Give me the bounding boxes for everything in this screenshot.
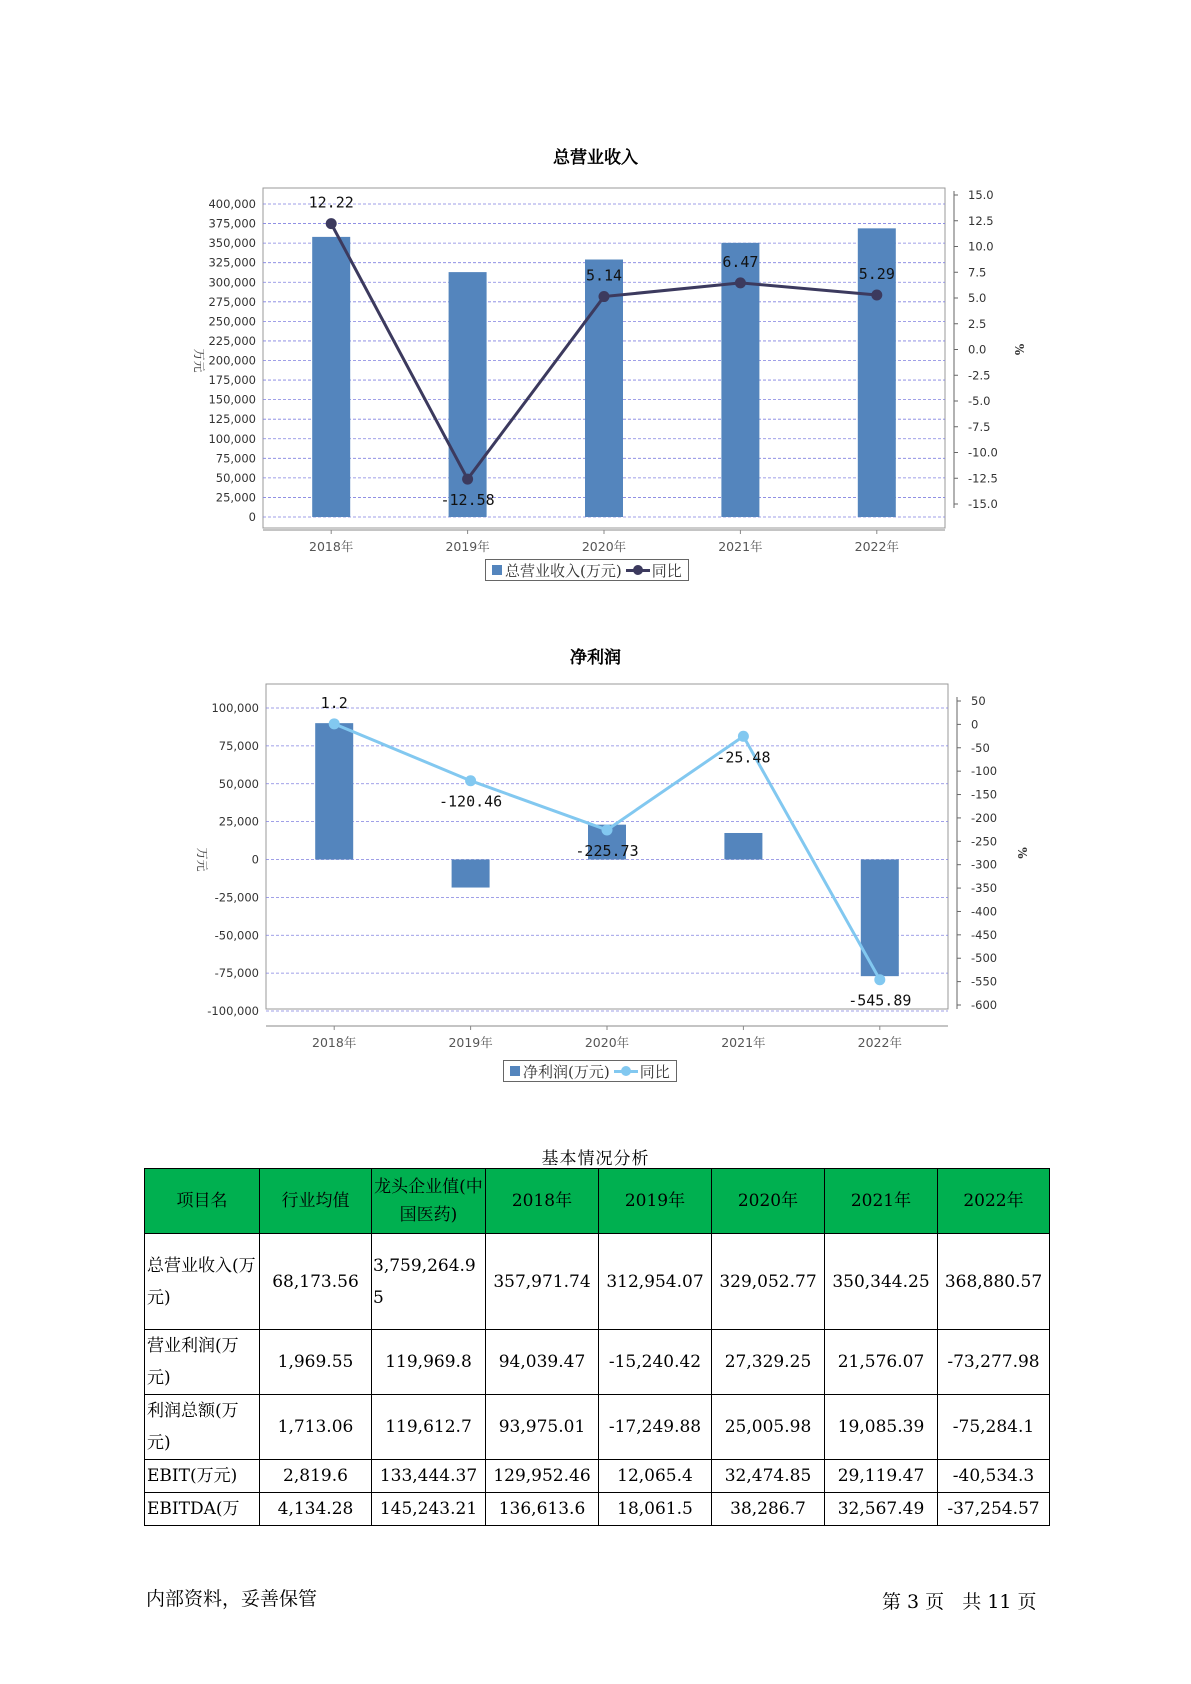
table-header-cell: 2021年 bbox=[825, 1169, 938, 1234]
y-right-tick-label: 2.5 bbox=[968, 316, 987, 331]
y-tick-label: 225,000 bbox=[208, 333, 256, 348]
table-cell: 357,971.74 bbox=[486, 1234, 599, 1330]
y-right-tick-label: 7.5 bbox=[968, 265, 987, 280]
bar bbox=[452, 860, 490, 888]
data-label: -225.73 bbox=[575, 841, 639, 860]
data-label: 5.14 bbox=[585, 266, 623, 285]
yoy-point bbox=[326, 218, 337, 229]
y-right-tick-label: -550 bbox=[971, 974, 998, 989]
table-cell: 133,444.37 bbox=[372, 1460, 486, 1493]
legend-line-label: 同比 bbox=[639, 1062, 670, 1081]
y-right-axis-label: % bbox=[1012, 343, 1026, 356]
y-tick-label: -25,000 bbox=[214, 890, 259, 905]
table-cell: 21,576.07 bbox=[825, 1330, 938, 1395]
table-caption: 基本情况分析 bbox=[541, 1149, 650, 1169]
y-tick-label: 275,000 bbox=[208, 294, 256, 309]
table-header-cell: 2020年 bbox=[712, 1169, 825, 1234]
table-cell: 312,954.07 bbox=[599, 1234, 712, 1330]
table-cell: 32,567.49 bbox=[825, 1493, 938, 1526]
table-cell: 93,975.01 bbox=[486, 1395, 599, 1460]
y-right-tick-label: -200 bbox=[971, 810, 998, 825]
legend-line-label: 同比 bbox=[651, 561, 682, 580]
yoy-point bbox=[465, 775, 476, 786]
bar-swatch-icon bbox=[492, 565, 502, 575]
y-right-tick-label: -100 bbox=[971, 764, 998, 779]
table-cell: 18,061.5 bbox=[599, 1493, 712, 1526]
y-right-tick-label: -250 bbox=[971, 834, 998, 849]
x-tick-label: 2018年 bbox=[309, 539, 354, 554]
y-right-tick-label: -50 bbox=[971, 740, 990, 755]
yoy-point bbox=[329, 718, 340, 729]
chart1-legend bbox=[485, 559, 689, 581]
x-tick-label: 2022年 bbox=[857, 1035, 902, 1050]
table-header-cell: 2022年 bbox=[938, 1169, 1050, 1234]
footer-confidential: 内部资料，妥善保管 bbox=[146, 1588, 318, 1610]
y-tick-label: -100,000 bbox=[207, 1004, 259, 1018]
x-tick-label: 2022年 bbox=[854, 539, 899, 554]
y-right-tick-label: 12.5 bbox=[968, 213, 994, 228]
yoy-point bbox=[599, 291, 610, 302]
y-tick-label: 175,000 bbox=[208, 373, 256, 388]
x-tick-label: 2020年 bbox=[584, 1035, 630, 1050]
table-cell: 136,613.6 bbox=[486, 1493, 599, 1526]
table-cell: 129,952.46 bbox=[486, 1460, 599, 1493]
y-right-tick-label: -300 bbox=[971, 857, 998, 872]
yoy-point bbox=[462, 474, 473, 485]
y-tick-label: 300,000 bbox=[208, 275, 256, 290]
x-tick-label: 2021年 bbox=[721, 1035, 766, 1050]
table-header-cell: 2019年 bbox=[599, 1169, 712, 1234]
table-row bbox=[145, 1330, 1050, 1395]
bar bbox=[315, 723, 353, 859]
table-header-cell: 2018年 bbox=[486, 1169, 599, 1234]
y-right-tick-label: -400 bbox=[971, 904, 998, 919]
table-row bbox=[145, 1234, 1050, 1330]
y-tick-label: 325,000 bbox=[208, 255, 256, 270]
row-name-cell: EBIT(万元) bbox=[145, 1460, 260, 1493]
yoy-point bbox=[602, 824, 613, 835]
y-right-tick-label: 0.0 bbox=[968, 342, 987, 357]
table-cell: 32,474.85 bbox=[712, 1460, 825, 1493]
y-right-tick-label: 15.0 bbox=[968, 188, 994, 202]
table-cell: -40,534.3 bbox=[938, 1460, 1050, 1493]
legend-bar-label: 净利润(万元) bbox=[523, 1062, 610, 1081]
table-cell: 25,005.98 bbox=[712, 1395, 825, 1460]
y-tick-label: -50,000 bbox=[214, 928, 259, 943]
y-right-tick-label: -500 bbox=[971, 951, 998, 966]
y-tick-label: 350,000 bbox=[208, 236, 256, 251]
y-right-tick-label: -350 bbox=[971, 881, 998, 896]
data-label: -120.46 bbox=[438, 792, 503, 811]
table-row bbox=[145, 1493, 1050, 1526]
table-header-cell: 行业均值 bbox=[260, 1169, 372, 1234]
table-cell: -17,249.88 bbox=[599, 1395, 712, 1460]
table-cell: -37,254.57 bbox=[938, 1493, 1050, 1526]
data-label: -545.89 bbox=[848, 991, 912, 1010]
yoy-point bbox=[871, 290, 882, 301]
table-cell: 27,329.25 bbox=[712, 1330, 825, 1395]
y-tick-label: 100,000 bbox=[208, 431, 256, 446]
bar bbox=[724, 833, 762, 860]
y-tick-label: 50,000 bbox=[218, 776, 259, 791]
chart2-legend bbox=[503, 1060, 677, 1082]
y-tick-label: 400,000 bbox=[208, 197, 256, 211]
table-header-cell: 龙头企业值(中国医药) bbox=[372, 1169, 486, 1234]
table-header-row bbox=[145, 1169, 1050, 1234]
row-name-cell: EBITDA(万 bbox=[145, 1493, 260, 1526]
y-right-tick-label: 10.0 bbox=[968, 239, 994, 254]
x-tick-label: 2019年 bbox=[448, 1035, 493, 1050]
row-name-cell: 利润总额(万元) bbox=[145, 1395, 260, 1460]
y-right-tick-label: 0 bbox=[971, 717, 979, 732]
y-right-tick-label: -150 bbox=[971, 787, 998, 802]
table-cell: 1,713.06 bbox=[260, 1395, 372, 1460]
y-tick-label: 50,000 bbox=[215, 470, 256, 485]
line-swatch-icon bbox=[614, 1065, 638, 1077]
table-cell: 3,759,264.95 bbox=[372, 1234, 486, 1330]
table-cell: 368,880.57 bbox=[938, 1234, 1050, 1330]
y-tick-label: 25,000 bbox=[218, 814, 259, 829]
footer-page-number: 第 3 页 共 11 页 bbox=[882, 1591, 1037, 1613]
table-cell: 19,085.39 bbox=[825, 1395, 938, 1460]
x-tick-label: 2021年 bbox=[718, 539, 763, 554]
data-label: -12.58 bbox=[440, 491, 495, 510]
table-cell: 4,134.28 bbox=[260, 1493, 372, 1526]
x-tick-label: 2019年 bbox=[445, 539, 490, 554]
line-swatch-icon bbox=[626, 564, 650, 576]
y-right-tick-label: -7.5 bbox=[968, 419, 991, 434]
table-cell: 68,173.56 bbox=[260, 1234, 372, 1330]
yoy-point bbox=[874, 974, 885, 985]
y-axis-label: 万元 bbox=[192, 348, 206, 373]
yoy-point bbox=[735, 277, 746, 288]
table-cell: 2,819.6 bbox=[260, 1460, 372, 1493]
x-tick-label: 2020年 bbox=[581, 539, 627, 554]
table-cell: 38,286.7 bbox=[712, 1493, 825, 1526]
y-tick-label: 100,000 bbox=[211, 701, 259, 715]
y-right-tick-label: -600 bbox=[971, 998, 998, 1012]
data-label: 12.22 bbox=[308, 193, 354, 212]
table-header-cell: 项目名 bbox=[145, 1169, 260, 1234]
table-cell: -73,277.98 bbox=[938, 1330, 1050, 1395]
table-cell: 29,119.47 bbox=[825, 1460, 938, 1493]
net-profit-chart bbox=[0, 660, 1191, 1080]
y-tick-label: 150,000 bbox=[208, 392, 256, 407]
data-label: 5.29 bbox=[858, 265, 895, 284]
table-cell: 350,344.25 bbox=[825, 1234, 938, 1330]
y-tick-label: 375,000 bbox=[208, 216, 256, 231]
table-row bbox=[145, 1395, 1050, 1460]
chart1-title: 总营业收入 bbox=[553, 148, 638, 168]
table-cell: 145,243.21 bbox=[372, 1493, 486, 1526]
row-name-cell: 营业利润(万元) bbox=[145, 1330, 260, 1395]
y-tick-label: 75,000 bbox=[218, 738, 259, 753]
y-tick-label: 200,000 bbox=[208, 353, 256, 368]
y-tick-label: 25,000 bbox=[215, 490, 256, 505]
data-label: 6.47 bbox=[722, 252, 759, 271]
table-row bbox=[145, 1460, 1050, 1493]
table-cell: 119,612.7 bbox=[372, 1395, 486, 1460]
y-right-tick-label: -2.5 bbox=[968, 368, 991, 383]
yoy-point bbox=[738, 731, 749, 742]
analysis-table bbox=[144, 1168, 1050, 1526]
table-cell: 94,039.47 bbox=[486, 1330, 599, 1395]
y-right-tick-label: -12.5 bbox=[968, 471, 998, 486]
table-cell: -15,240.42 bbox=[599, 1330, 712, 1395]
y-tick-label: 0 bbox=[248, 510, 256, 524]
y-right-tick-label: -450 bbox=[971, 927, 998, 942]
y-tick-label: -75,000 bbox=[214, 966, 259, 981]
chart2-title: 净利润 bbox=[570, 648, 621, 668]
data-label: -25.48 bbox=[716, 748, 771, 767]
y-right-tick-label: 5.0 bbox=[968, 291, 987, 305]
table-cell: 12,065.4 bbox=[599, 1460, 712, 1493]
revenue-chart bbox=[0, 160, 1191, 580]
y-tick-label: 0 bbox=[251, 852, 259, 867]
table-cell: 329,052.77 bbox=[712, 1234, 825, 1330]
y-tick-label: 250,000 bbox=[208, 314, 256, 329]
y-right-tick-label: -15.0 bbox=[968, 497, 998, 511]
table-body bbox=[145, 1234, 1050, 1526]
y-axis-label: 万元 bbox=[195, 847, 209, 872]
bar bbox=[312, 237, 350, 517]
table-cell: 119,969.8 bbox=[372, 1330, 486, 1395]
table-cell: -75,284.1 bbox=[938, 1395, 1050, 1460]
table-cell: 1,969.55 bbox=[260, 1330, 372, 1395]
data-label: 1.2 bbox=[320, 693, 348, 712]
y-right-tick-label: -5.0 bbox=[968, 394, 991, 408]
y-right-tick-label: -10.0 bbox=[968, 445, 998, 460]
row-name-cell: 总营业收入(万元) bbox=[145, 1234, 260, 1330]
y-right-tick-label: 50 bbox=[971, 694, 986, 708]
y-tick-label: 125,000 bbox=[208, 412, 256, 427]
y-right-axis-label: % bbox=[1015, 847, 1029, 859]
bar-swatch-icon bbox=[510, 1066, 520, 1076]
y-tick-label: 75,000 bbox=[215, 451, 256, 466]
legend-bar-label: 总营业收入(万元) bbox=[505, 561, 622, 580]
x-tick-label: 2018年 bbox=[312, 1035, 357, 1050]
